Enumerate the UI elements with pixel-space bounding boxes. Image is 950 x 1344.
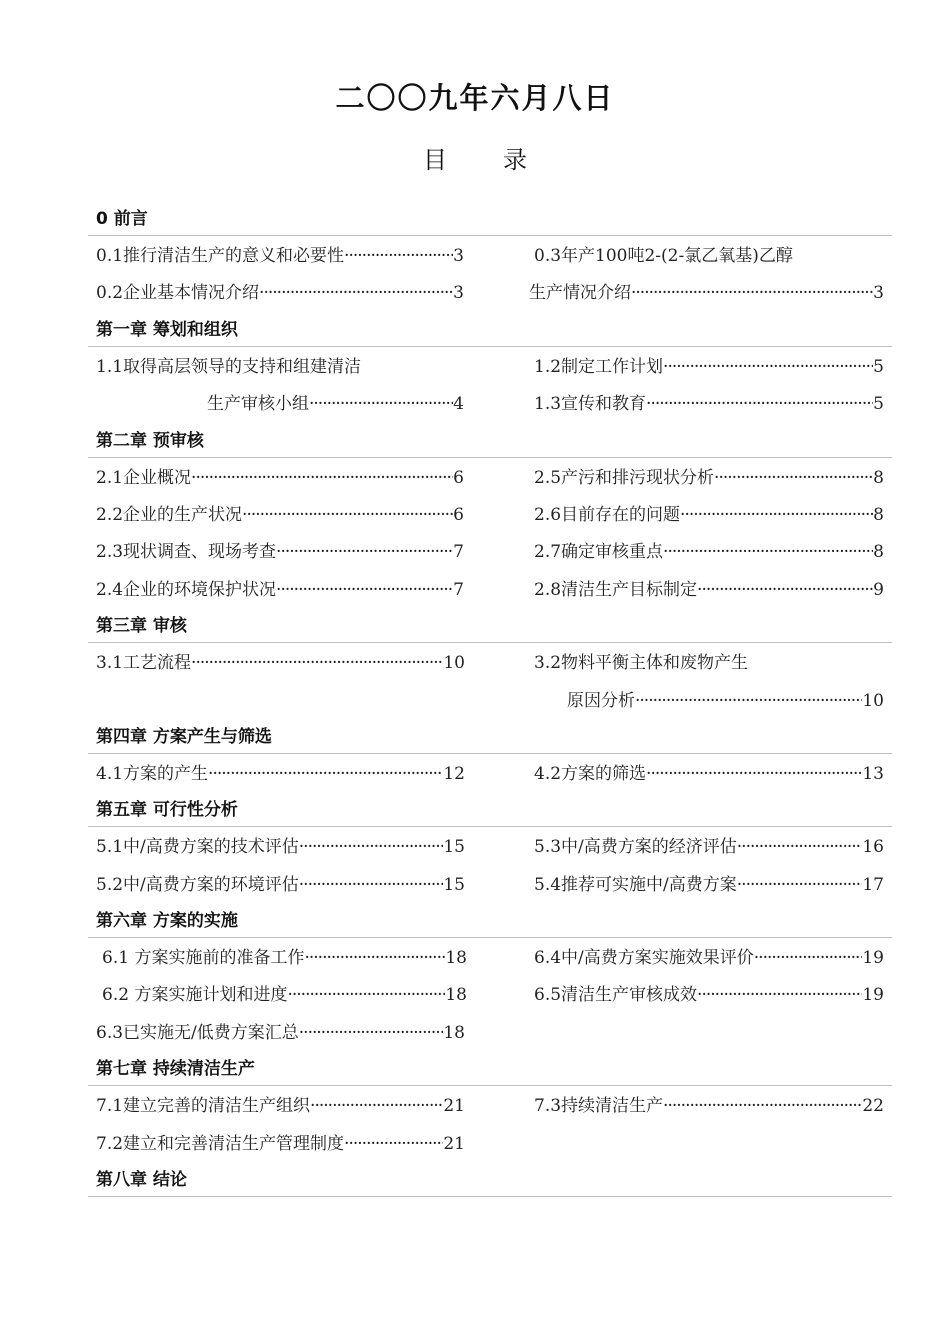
toc-entry-page-number: 7	[453, 542, 464, 563]
toc-row	[88, 458, 892, 495]
toc-entry[interactable]	[102, 975, 467, 1015]
toc-row	[88, 1086, 892, 1123]
toc-entry-title: 5.2中/高费方案的环境评估	[96, 874, 299, 895]
dot-leader	[191, 643, 443, 683]
toc-entry-title: 7.3持续清洁生产	[534, 1096, 664, 1117]
toc-entry-page-number: 13	[862, 763, 884, 784]
toc-entry-title: 6.4中/高费方案实施效果评价	[534, 948, 754, 969]
dot-leader	[680, 495, 873, 535]
dot-leader	[697, 975, 862, 1015]
toc-entry-title: 2.3现状调查、现场考查	[96, 542, 277, 563]
toc-row	[88, 938, 892, 975]
toc-entry-title: 2.4企业的环境保护状况	[96, 579, 277, 600]
toc-entry-page-number: 6	[453, 467, 464, 488]
toc-row	[88, 1124, 892, 1161]
toc-entry-title: 3.2物料平衡主体和废物产生	[534, 653, 749, 674]
toc-entry-page-number: 19	[862, 985, 884, 1006]
toc-row	[88, 347, 892, 384]
toc-entry[interactable]	[529, 273, 884, 313]
toc-entry[interactable]	[534, 643, 748, 683]
toc-entry[interactable]	[96, 570, 464, 610]
dot-leader	[697, 570, 873, 610]
toc-entry-title: 1.2制定工作计划	[534, 356, 664, 377]
dot-leader	[663, 532, 873, 572]
dot-leader	[344, 1124, 443, 1164]
toc-entry-page-number: 22	[862, 1096, 884, 1117]
toc-entry-title: 原因分析	[567, 690, 635, 711]
dot-leader	[344, 236, 453, 276]
dot-leader	[299, 1013, 444, 1053]
toc-entry[interactable]	[534, 570, 884, 610]
toc-entry-title: 6.2 方案实施计划和进度	[102, 985, 288, 1006]
toc-row	[88, 754, 892, 791]
toc-entry[interactable]	[534, 384, 884, 424]
chapter-heading: 第七章 持续清洁生产	[88, 1050, 892, 1086]
toc-entry-title: 生产审核小组	[207, 394, 309, 415]
chapter-heading: 第三章 审核	[88, 607, 892, 643]
toc-entry-page-number: 7	[453, 579, 464, 600]
toc-entry-title: 生产情况介绍	[529, 283, 631, 304]
dot-leader	[663, 1086, 862, 1126]
toc-entry[interactable]	[567, 681, 884, 721]
toc-entry-title: 5.1中/高费方案的技术评估	[96, 837, 299, 858]
toc-entry-page-number: 9	[873, 579, 884, 600]
chapter-heading: 第四章 方案产生与筛选	[88, 718, 892, 754]
dot-leader	[242, 495, 453, 535]
dot-leader	[646, 754, 862, 794]
toc-entry-title: 6.5清洁生产审核成效	[534, 985, 698, 1006]
toc-entry-page-number: 4	[453, 394, 464, 415]
toc-entry-title: 7.2建立和完善清洁生产管理制度	[96, 1133, 345, 1154]
toc-entry[interactable]	[534, 236, 793, 276]
toc-entry-title: 2.8清洁生产目标制定	[534, 579, 698, 600]
toc-entry-title: 1.1取得高层领导的支持和组建清洁	[96, 356, 362, 377]
chapter-heading: 0 前言	[88, 200, 892, 236]
toc-row	[88, 236, 892, 273]
table-of-contents	[88, 200, 892, 1197]
toc-row	[88, 865, 892, 902]
toc-entry[interactable]	[96, 1124, 465, 1164]
toc-entry-title: 2.2企业的生产状况	[96, 504, 243, 525]
toc-entry-title: 3.1工艺流程	[96, 653, 192, 674]
dot-leader	[754, 938, 863, 978]
toc-entry-page-number: 3	[453, 283, 464, 304]
toc-entry[interactable]	[207, 384, 464, 424]
toc-entry-title: 2.7确定审核重点	[534, 542, 664, 563]
dot-leader	[737, 865, 863, 905]
toc-row	[88, 384, 892, 421]
dot-leader	[310, 1086, 443, 1126]
toc-entry-title: 6.3已实施无/低费方案汇总	[96, 1022, 299, 1043]
dot-leader	[299, 865, 444, 905]
toc-entry-page-number: 8	[873, 467, 884, 488]
toc-entry-title: 0.3年产100吨2-(2-氯乙氧基)乙醇	[534, 246, 793, 266]
toc-entry[interactable]	[96, 458, 464, 498]
toc-entry-title: 1.3宣传和教育	[534, 394, 647, 415]
toc-title	[0, 140, 950, 175]
toc-entry-page-number: 3	[453, 246, 464, 266]
chapter-heading: 第六章 方案的实施	[88, 902, 892, 938]
toc-entry-page-number: 18	[445, 985, 467, 1006]
toc-entry-page-number: 12	[443, 763, 465, 784]
chapter-heading: 第五章 可行性分析	[88, 791, 892, 827]
toc-entry-page-number: 15	[443, 837, 465, 858]
dot-leader	[663, 347, 873, 387]
toc-entry[interactable]	[96, 754, 465, 794]
toc-row	[88, 570, 892, 607]
toc-entry-page-number: 8	[873, 542, 884, 563]
toc-entry-title: 7.1建立完善的清洁生产组织	[96, 1096, 311, 1117]
dot-leader	[259, 273, 453, 313]
toc-entry-page-number: 17	[862, 874, 884, 895]
toc-entry[interactable]	[534, 865, 884, 905]
toc-entry-title: 5.3中/高费方案的经济评估	[534, 837, 737, 858]
toc-entry-page-number: 18	[445, 948, 467, 969]
toc-row	[88, 681, 892, 718]
dot-leader	[304, 938, 445, 978]
toc-entry-title: 5.4推荐可实施中/高费方案	[534, 874, 737, 895]
dot-leader	[646, 384, 873, 424]
toc-entry-page-number: 21	[443, 1096, 465, 1117]
toc-entry-title: 2.6目前存在的问题	[534, 504, 681, 525]
toc-entry-page-number: 8	[873, 504, 884, 525]
toc-entry-page-number: 3	[873, 283, 884, 304]
dot-leader	[276, 532, 453, 572]
toc-row	[88, 495, 892, 532]
toc-entry-page-number: 5	[873, 356, 884, 377]
toc-entry[interactable]	[534, 938, 884, 978]
toc-entry-page-number: 5	[873, 394, 884, 415]
toc-title-char-2: 录	[503, 146, 527, 174]
toc-entry[interactable]	[96, 495, 464, 535]
toc-row	[88, 532, 892, 569]
chapter-heading: 第二章 预审核	[88, 422, 892, 458]
dot-leader	[191, 458, 453, 498]
toc-entry-title: 6.1 方案实施前的准备工作	[102, 948, 305, 969]
toc-entry-title: 0.1推行清洁生产的意义和必要性	[96, 246, 345, 266]
dot-leader	[287, 975, 445, 1015]
toc-entry-page-number: 18	[443, 1022, 465, 1043]
toc-entry[interactable]	[534, 532, 884, 572]
toc-entry[interactable]	[96, 236, 464, 276]
toc-entry[interactable]	[534, 1086, 884, 1126]
toc-entry[interactable]	[96, 347, 361, 387]
toc-entry[interactable]	[96, 1086, 465, 1126]
toc-entry[interactable]	[102, 938, 467, 978]
dot-leader	[276, 570, 453, 610]
toc-entry-title: 4.2方案的筛选	[534, 763, 647, 784]
toc-entry[interactable]	[96, 532, 464, 572]
toc-entry[interactable]	[96, 865, 465, 905]
toc-entry[interactable]	[96, 827, 465, 867]
toc-entry-page-number: 15	[443, 874, 465, 895]
toc-row	[88, 643, 892, 680]
dot-leader	[299, 827, 444, 867]
toc-entry[interactable]	[96, 273, 464, 313]
toc-entry-title: 0.2企业基本情况介绍	[96, 283, 260, 304]
toc-entry[interactable]	[534, 754, 884, 794]
toc-row	[88, 827, 892, 864]
toc-entry-page-number: 21	[443, 1133, 465, 1154]
toc-row	[88, 1013, 892, 1050]
toc-entry[interactable]	[96, 1013, 465, 1053]
toc-entry[interactable]	[534, 347, 884, 387]
toc-entry-title: 2.1企业概况	[96, 467, 192, 488]
dot-leader	[208, 754, 443, 794]
toc-entry[interactable]	[534, 458, 884, 498]
dot-leader	[309, 384, 453, 424]
toc-entry-title: 4.1方案的产生	[96, 763, 209, 784]
dot-leader	[635, 681, 862, 721]
toc-entry[interactable]	[534, 827, 884, 867]
chapter-heading: 第一章 筹划和组织	[88, 311, 892, 347]
toc-entry[interactable]	[534, 495, 884, 535]
toc-entry[interactable]	[96, 643, 465, 683]
dot-leader	[714, 458, 873, 498]
toc-title-char-1: 目	[423, 146, 447, 174]
toc-entry-page-number: 16	[862, 837, 884, 858]
date-title: 二〇〇九年六月八日	[335, 81, 615, 115]
toc-row	[88, 273, 892, 310]
chapter-heading: 第八章 结论	[88, 1161, 892, 1197]
toc-entry[interactable]	[534, 975, 884, 1015]
dot-leader	[631, 273, 873, 313]
toc-entry-page-number: 10	[443, 653, 465, 674]
toc-entry-page-number: 19	[862, 948, 884, 969]
dot-leader	[737, 827, 863, 867]
toc-entry-page-number: 10	[862, 690, 884, 711]
toc-entry-title: 2.5产污和排污现状分析	[534, 467, 715, 488]
toc-row	[88, 975, 892, 1012]
toc-entry-page-number: 6	[453, 504, 464, 525]
